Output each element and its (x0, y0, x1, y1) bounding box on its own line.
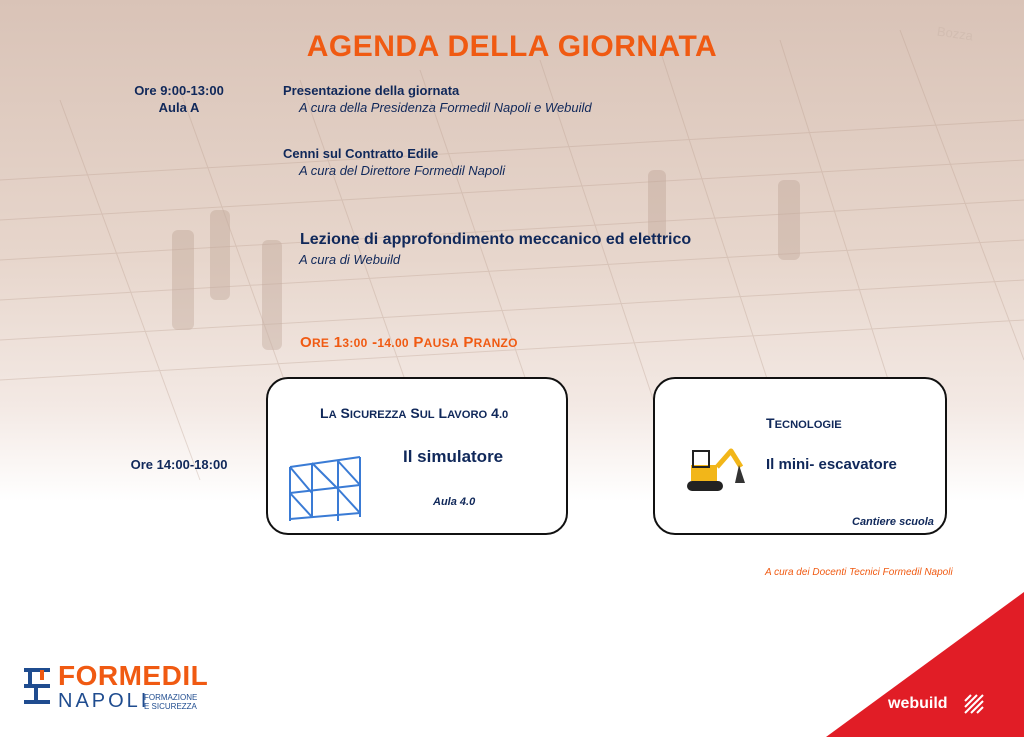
draft-watermark: Bozza (936, 23, 975, 44)
morning-room: Aula A (158, 100, 200, 115)
formedil-city: NAPOLI (58, 690, 150, 712)
agenda-item-title: Presentazione della giornata (283, 83, 460, 98)
afternoon-time: Ore 14:00-18:00 (130, 457, 228, 472)
technology-card-place: Cantiere scuola (852, 516, 934, 528)
safety-card-place: Aula 4.0 (433, 496, 476, 508)
agenda-item-by: A cura del Direttore Formedil Napoli (299, 163, 506, 178)
agenda-item-title: Cenni sul Contratto Edile (283, 146, 439, 161)
safety-card (266, 377, 568, 535)
agenda-item-by: A cura della Presidenza Formedil Napoli e Webuild (299, 100, 592, 115)
safety-card-heading: LA SICUREZZA SUL LAVORO 4.0 (320, 405, 509, 421)
technology-card-heading: TECNOLOGIE (766, 415, 842, 431)
scaffold-icon (286, 453, 366, 525)
formedil-logo (20, 662, 220, 712)
safety-card-title: Il simulatore (403, 447, 504, 466)
page-title: AGENDA DELLA GIORNATA (306, 30, 718, 63)
formedil-wordmark: FORMEDIL (58, 660, 209, 691)
webuild-mark-icon (962, 692, 986, 716)
technology-card-title: Il mini- escavatore (766, 456, 897, 473)
agenda-item-title: Lezione di approfondimento meccanico ed elettrico (300, 231, 692, 248)
teachers-note: A cura dei Docenti Tecnici Formedil Napoli (765, 567, 953, 578)
agenda-item-by: A cura di Webuild (299, 252, 401, 267)
webuild-logo: webuild (888, 695, 948, 712)
morning-time: Ore 9:00-13:00 (134, 83, 224, 98)
formedil-tag-1: FORMAZIONE (144, 693, 198, 702)
technology-card (653, 377, 947, 535)
formedil-tag-2: E SICUREZZA (144, 702, 197, 711)
formedil-mark-icon (20, 666, 54, 706)
webuild-red-triangle (826, 592, 1024, 737)
lunch-break: ORE 13:00 -14.00 PAUSA PRANZO (300, 334, 518, 351)
mini-excavator-icon (683, 437, 747, 497)
